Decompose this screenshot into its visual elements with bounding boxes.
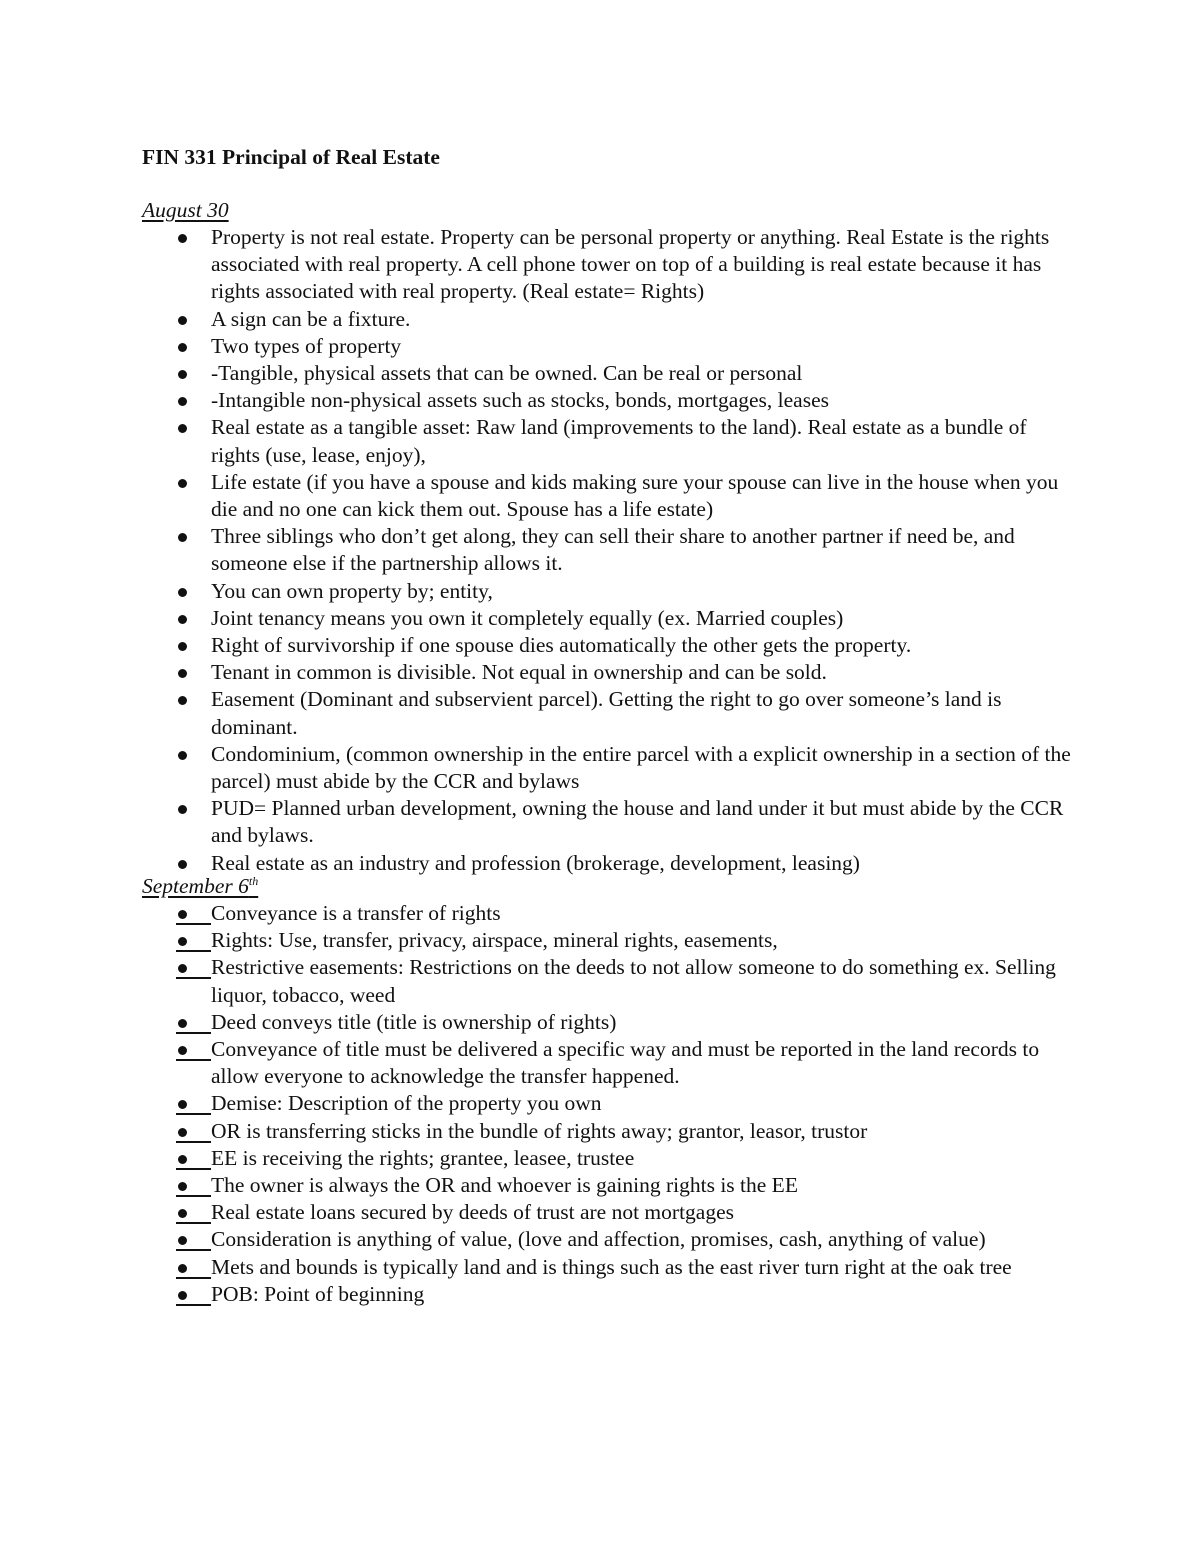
- bullet-icon: [176, 1290, 211, 1306]
- list-item-text: Two types of property: [211, 333, 402, 358]
- list-item: [0, 741, 1071, 795]
- list-item: [0, 1036, 1071, 1090]
- bullet-dot: [178, 1182, 187, 1191]
- list-item-text: -Intangible non-physical assets such as stocks, bonds, mortgages, leases: [211, 388, 829, 413]
- bullet-icon: [178, 370, 187, 379]
- list-item-text: Rights: Use, transfer, privacy, airspace, mineral rights, easements,: [211, 928, 778, 953]
- bullet-underline: [176, 923, 211, 925]
- bullet-icon: [176, 909, 211, 925]
- list-item: [0, 632, 1071, 659]
- bullet-icon: [176, 963, 211, 979]
- bullet-list-august-30: [0, 224, 1200, 877]
- list-item: [0, 1254, 1071, 1281]
- list-item: [0, 954, 1071, 1008]
- bullet-icon: [176, 1127, 211, 1143]
- list-item: [0, 1281, 1071, 1308]
- bullet-underline: [176, 950, 211, 952]
- list-item: [0, 1199, 1071, 1226]
- list-item-text: EE is receiving the rights; grantee, leasee, trustee: [211, 1145, 635, 1170]
- list-item: [0, 414, 1071, 468]
- bullet-underline: [176, 1059, 211, 1061]
- list-item: [0, 1145, 1071, 1172]
- bullet-icon: [178, 533, 187, 542]
- list-item-text: Deed conveys title (title is ownership of rights): [211, 1009, 617, 1034]
- bullet-icon: [178, 234, 187, 243]
- bullet-icon: [178, 860, 187, 869]
- document-title: FIN 331 Principal of Real Estate: [142, 145, 440, 169]
- list-item-text: Demise: Description of the property you own: [211, 1091, 602, 1116]
- bullet-icon: [178, 642, 187, 651]
- bullet-icon: [178, 615, 187, 624]
- list-item: [0, 795, 1071, 849]
- list-item-text: Real estate as an industry and profession (brokerage, development, leasing): [211, 850, 860, 875]
- bullet-icon: [176, 1263, 211, 1279]
- list-item-text: OR is transferring sticks in the bundle of rights away; grantor, leasor, trustor: [211, 1118, 868, 1143]
- list-item: [0, 686, 1071, 740]
- bullet-icon: [178, 669, 187, 678]
- list-item: [0, 1172, 1071, 1199]
- list-item-text: Restrictive easements: Restrictions on the deeds to not allow someone to do something ex. Selling liquor, tobacco, weed: [211, 955, 1056, 1007]
- bullet-icon: [176, 936, 211, 952]
- bullet-dot: [178, 1264, 187, 1273]
- bullet-underline: [176, 1304, 211, 1306]
- bullet-dot: [178, 964, 187, 973]
- list-item: [0, 927, 1071, 954]
- bullet-icon: [178, 424, 187, 433]
- bullet-icon: [178, 397, 187, 406]
- list-item-text: Three siblings who don’t get along, they can sell their share to another partner if need be, and someone else if the partnership allows it.: [211, 524, 1015, 576]
- list-item-text: Life estate (if you have a spouse and kids making sure your spouse can live in the house when you die and no one can kick them out. Spouse has a life estate): [211, 469, 1059, 522]
- list-item-text: Conveyance of title must be delivered a specific way and must be reported in the land records to allow everyone to acknowledge the transfer happened.: [211, 1037, 1040, 1089]
- list-item-text: Conveyance is a transfer of rights: [211, 901, 501, 925]
- list-item-text: -Tangible, physical assets that can be owned. Can be real or personal: [211, 361, 803, 386]
- list-item-text: You can own property by; entity,: [211, 578, 493, 603]
- bullet-icon: [176, 1235, 211, 1251]
- list-item: [0, 333, 1071, 360]
- list-item-text: PUD= Planned urban development, owning the house and land under it but must abide by the CCR and bylaws.: [211, 796, 1064, 848]
- bullet-icon: [178, 316, 187, 325]
- list-item-text: The owner is always the OR and whoever is gaining rights is the EE: [211, 1173, 798, 1198]
- list-item: [0, 1090, 1071, 1117]
- list-item-text: Mets and bounds is typically land and is things such as the east river turn right at the oak tree: [211, 1254, 1012, 1279]
- section-heading-text: September 6: [142, 874, 249, 898]
- bullet-dot: [178, 910, 187, 919]
- bullet-dot: [178, 1019, 187, 1028]
- list-item-text: Property is not real estate. Property can be personal property or anything. Real Estate is the rights associated with real property. A cell phone tower on top of a building is real estate because it has rights associated with real property. (Real estate= Rights): [211, 225, 1050, 304]
- list-item-text: Right of survivorship if one spouse dies automatically the other gets the property.: [211, 633, 912, 658]
- section-heading-text: August 30: [142, 198, 229, 222]
- list-item: [0, 360, 1071, 387]
- list-item-text: POB: Point of beginning: [211, 1281, 425, 1306]
- bullet-dot: [178, 1209, 187, 1218]
- list-item-text: Tenant in common is divisible. Not equal in ownership and can be sold.: [211, 660, 827, 685]
- list-item: [0, 224, 1071, 306]
- list-item: [0, 605, 1071, 632]
- list-item-text: Easement (Dominant and subservient parcel). Getting the right to go over someone’s land is dominant.: [211, 687, 1002, 739]
- bullet-icon: [178, 343, 187, 352]
- bullet-icon: [178, 696, 187, 705]
- list-item: [0, 578, 1071, 605]
- bullet-dot: [178, 1100, 187, 1109]
- bullet-underline: [176, 1222, 211, 1224]
- bullet-dot: [178, 1128, 187, 1137]
- list-item: [0, 1118, 1071, 1145]
- bullet-underline: [176, 1168, 211, 1170]
- bullet-underline: [176, 1249, 211, 1251]
- list-item: [0, 469, 1071, 523]
- ordinal-suffix: th: [248, 874, 259, 888]
- list-item-text: Joint tenancy means you own it completely equally (ex. Married couples): [211, 605, 844, 630]
- bullet-icon: [178, 805, 187, 814]
- bullet-underline: [176, 1032, 211, 1034]
- bullet-underline: [176, 1141, 211, 1143]
- bullet-icon: [176, 1208, 211, 1224]
- bullet-icon: [176, 1154, 211, 1170]
- list-item: [0, 1009, 1071, 1036]
- list-item-text: Real estate as a tangible asset: Raw land (improvements to the land). Real estate as a bundle of rights (use, lease, enjoy),: [211, 415, 1027, 467]
- list-item: [0, 523, 1071, 577]
- bullet-underline: [176, 1195, 211, 1197]
- list-item: [0, 306, 1071, 333]
- bullet-underline: [176, 1113, 211, 1115]
- bullet-icon: [176, 1099, 211, 1115]
- bullet-underline: [176, 1277, 211, 1279]
- list-item-text: A sign can be a fixture.: [211, 306, 411, 331]
- list-item-text: Consideration is anything of value, (love and affection, promises, cash, anything of value): [211, 1227, 986, 1252]
- bullet-dot: [178, 1291, 187, 1300]
- list-item-text: Condominium, (common ownership in the entire parcel with a explicit ownership in a section of the parcel) must abide by the CCR and bylaws: [211, 741, 1071, 794]
- list-item: [0, 1226, 1071, 1253]
- bullet-dot: [178, 937, 187, 946]
- section-heading-august-30: [142, 197, 229, 224]
- bullet-icon: [178, 588, 187, 597]
- list-item-text: Real estate loans secured by deeds of trust are not mortgages: [211, 1200, 734, 1225]
- bullet-icon: [176, 1181, 211, 1197]
- bullet-icon: [176, 1045, 211, 1061]
- bullet-dot: [178, 1046, 187, 1055]
- list-item: [0, 387, 1071, 414]
- bullet-dot: [178, 1236, 187, 1245]
- bullet-icon: [176, 1018, 211, 1034]
- bullet-icon: [178, 479, 187, 488]
- bullet-underline: [176, 977, 211, 979]
- list-item: [0, 659, 1071, 686]
- section-heading-september-6: [142, 873, 258, 900]
- list-item: [0, 900, 1071, 927]
- bullet-dot: [178, 1155, 187, 1164]
- bullet-icon: [178, 751, 187, 760]
- bullet-list-september-6: [0, 900, 1200, 1308]
